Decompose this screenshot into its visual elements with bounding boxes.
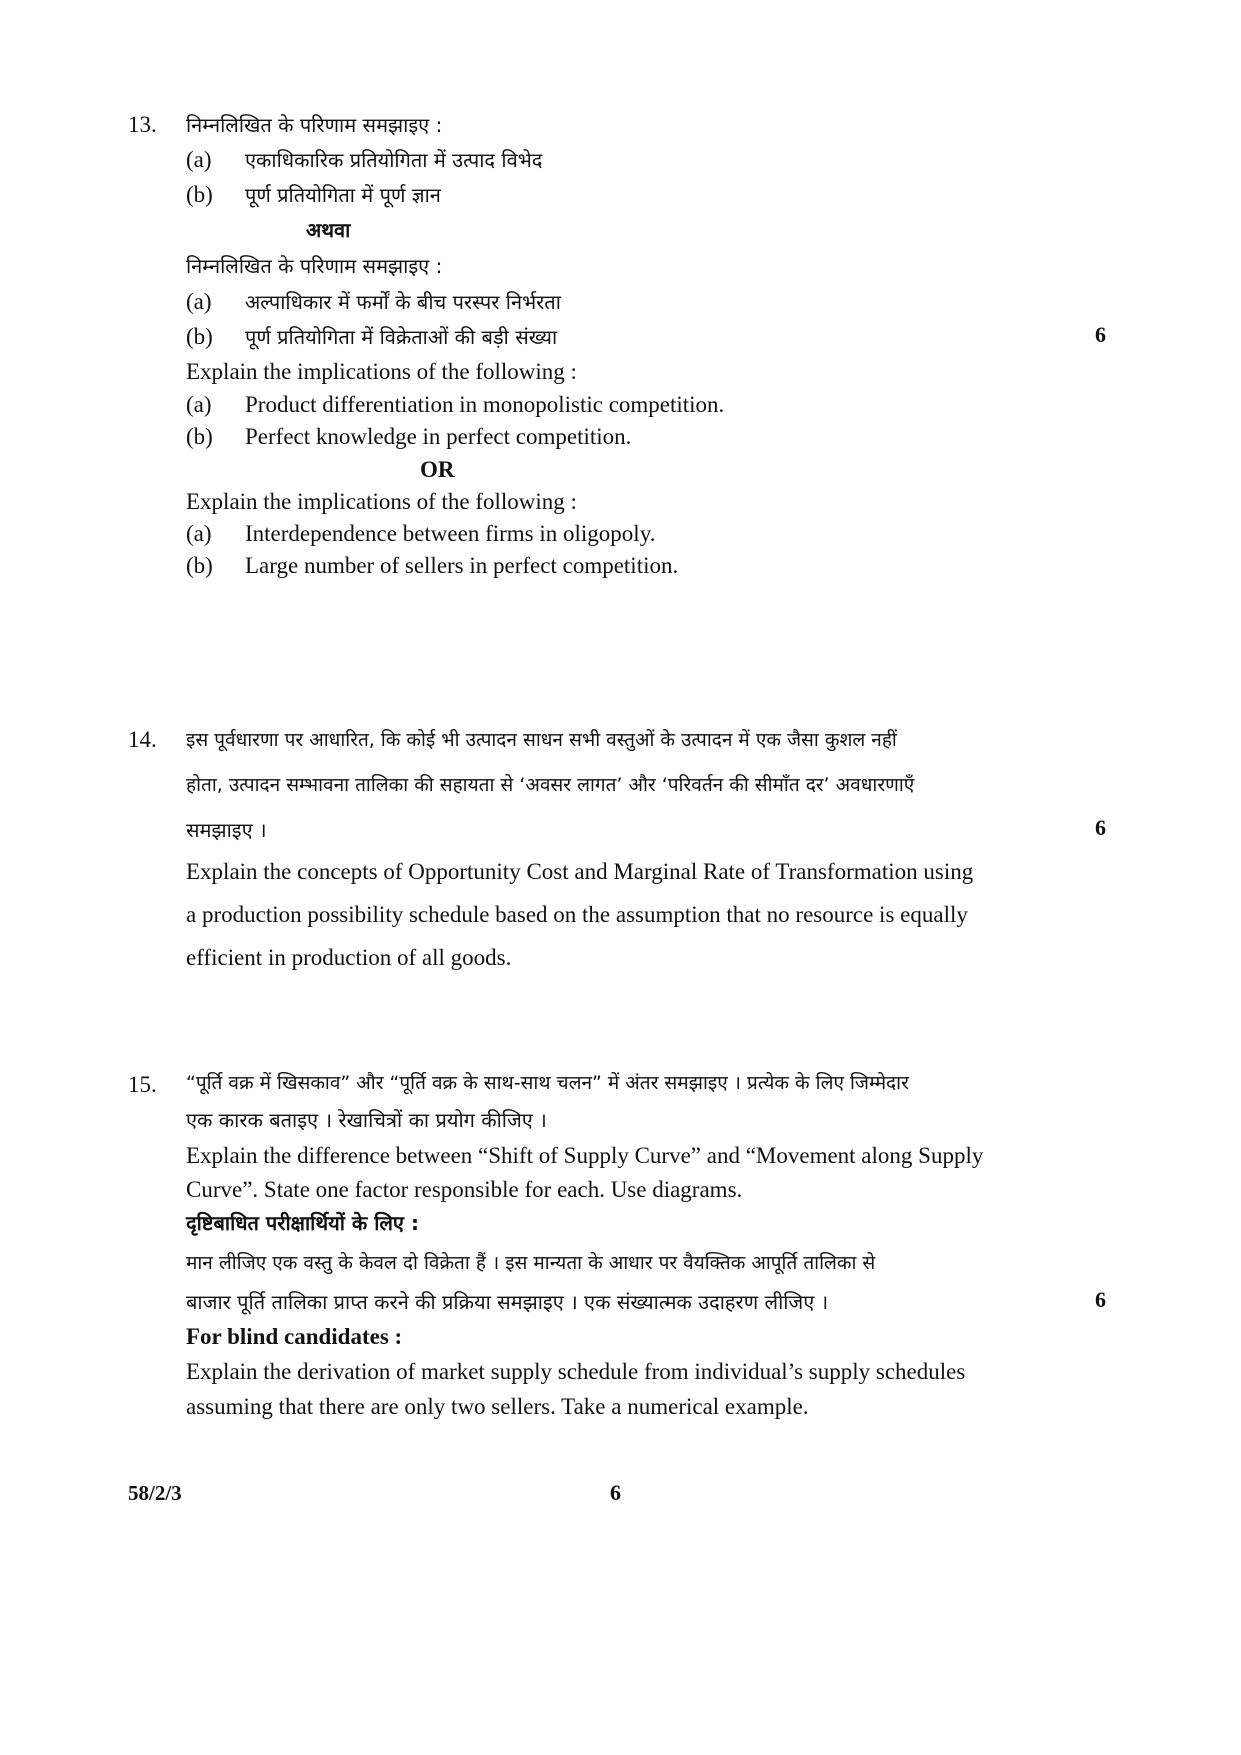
q13-hindi-label-b: (b) <box>186 182 213 207</box>
q13-english-option-a: Product differentiation in monopolistic competition. <box>245 392 725 417</box>
q14-hindi-line-1: इस पूर्वधारणा पर आधारित, कि कोई भी उत्पादन साधन सभी वस्तुओं के उत्पादन में एक जैसा कुशल नहीं <box>186 729 897 751</box>
q13-hindi-option-b: पूर्ण प्रतियोगिता में पूर्ण ज्ञान <box>245 183 441 207</box>
q13-hindi-intro-2: निम्नलिखित के परिणाम समझाइए : <box>186 254 443 278</box>
q13-english-label-a2: (a) <box>186 521 212 546</box>
q13-english-option-b2: Large number of sellers in perfect competition. <box>245 553 679 578</box>
q13-english-or: OR <box>420 457 455 482</box>
question-15-number: 15. <box>128 1072 157 1097</box>
q13-hindi-label-b2: (b) <box>186 324 213 349</box>
q13-english-option-a2: Interdependence between firms in oligopoly. <box>245 521 656 546</box>
question-13-number: 13. <box>128 112 157 137</box>
q13-hindi-label-a2: (a) <box>186 289 212 314</box>
page-number: 6 <box>610 1480 621 1505</box>
q13-marks: 6 <box>1095 322 1106 347</box>
q13-english-intro-2: Explain the implications of the following : <box>186 489 577 514</box>
q13-hindi-option-b2: पूर्ण प्रतियोगिता में विक्रेताओं की बड़ी संख्या <box>245 325 558 349</box>
q13-hindi-option-a2: अल्पाधिकार में फर्मों के बीच परस्पर निर्भरता <box>245 290 561 314</box>
q13-hindi-option-a: एकाधिकारिक प्रतियोगिता में उत्पाद विभेद <box>245 148 543 172</box>
q15-hindi-line-2: एक कारक बताइए । रेखाचित्रों का प्रयोग कीजिए । <box>186 1108 547 1132</box>
q13-english-intro: Explain the implications of the following : <box>186 359 577 384</box>
paper-code: 58/2/3 <box>128 1481 182 1505</box>
q15-hindi-blind-line-2: बाजार पूर्ति तालिका प्राप्त करने की प्रक्रिया समझाइए । एक संख्यात्मक उदाहरण लीजिए । <box>186 1290 829 1314</box>
q14-english-line-2: a production possibility schedule based on the assumption that no resource is equally <box>186 902 968 927</box>
q15-english-line-2: Curve”. State one factor responsible for each. Use diagrams. <box>186 1177 743 1202</box>
q15-english-blind-line-2: assuming that there are only two sellers. Take a numerical example. <box>186 1394 809 1419</box>
q15-english-line-1: Explain the difference between “Shift of Supply Curve” and “Movement along Supply <box>186 1143 984 1168</box>
q15-english-blind-heading: For blind candidates : <box>186 1324 403 1349</box>
q14-english-line-3: efficient in production of all goods. <box>186 945 512 970</box>
q14-english-line-1: Explain the concepts of Opportunity Cost and Marginal Rate of Transformation using <box>186 859 974 884</box>
q15-hindi-line-1: “पूर्ति वक्र में खिसकाव” और “पूर्ति वक्र के साथ-साथ चलन” में अंतर समझाइए । प्रत्येक के लिए जिम्मेदार <box>186 1072 909 1094</box>
q15-hindi-blind-heading: दृष्टिबाधित परीक्षार्थियों के लिए : <box>186 1211 419 1235</box>
question-14-number: 14. <box>128 727 157 752</box>
q14-marks: 6 <box>1095 815 1106 840</box>
q13-english-label-a: (a) <box>186 392 212 417</box>
q14-hindi-line-2: होता, उत्पादन सम्भावना तालिका की सहायता से ‘अवसर लागत’ और ‘परिवर्तन की सीमाँत दर’ अवधारणाएँ <box>186 774 915 796</box>
q15-hindi-blind-line-1: मान लीजिए एक वस्तु के केवल दो विक्रेता हैं । इस मान्यता के आधार पर वैयक्तिक आपूर्ति तालिका से <box>186 1252 876 1274</box>
q13-english-label-b2: (b) <box>186 553 213 578</box>
q13-english-option-b: Perfect knowledge in perfect competition. <box>245 424 632 449</box>
q13-hindi-intro: निम्नलिखित के परिणाम समझाइए : <box>186 113 443 137</box>
q13-hindi-label-a: (a) <box>186 147 212 172</box>
q15-english-blind-line-1: Explain the derivation of market supply schedule from individual’s supply schedules <box>186 1359 966 1384</box>
q14-hindi-line-3: समझाइए । <box>186 818 267 842</box>
q13-hindi-or: अथवा <box>306 218 351 242</box>
q15-marks: 6 <box>1095 1287 1106 1312</box>
q13-english-label-b: (b) <box>186 424 213 449</box>
